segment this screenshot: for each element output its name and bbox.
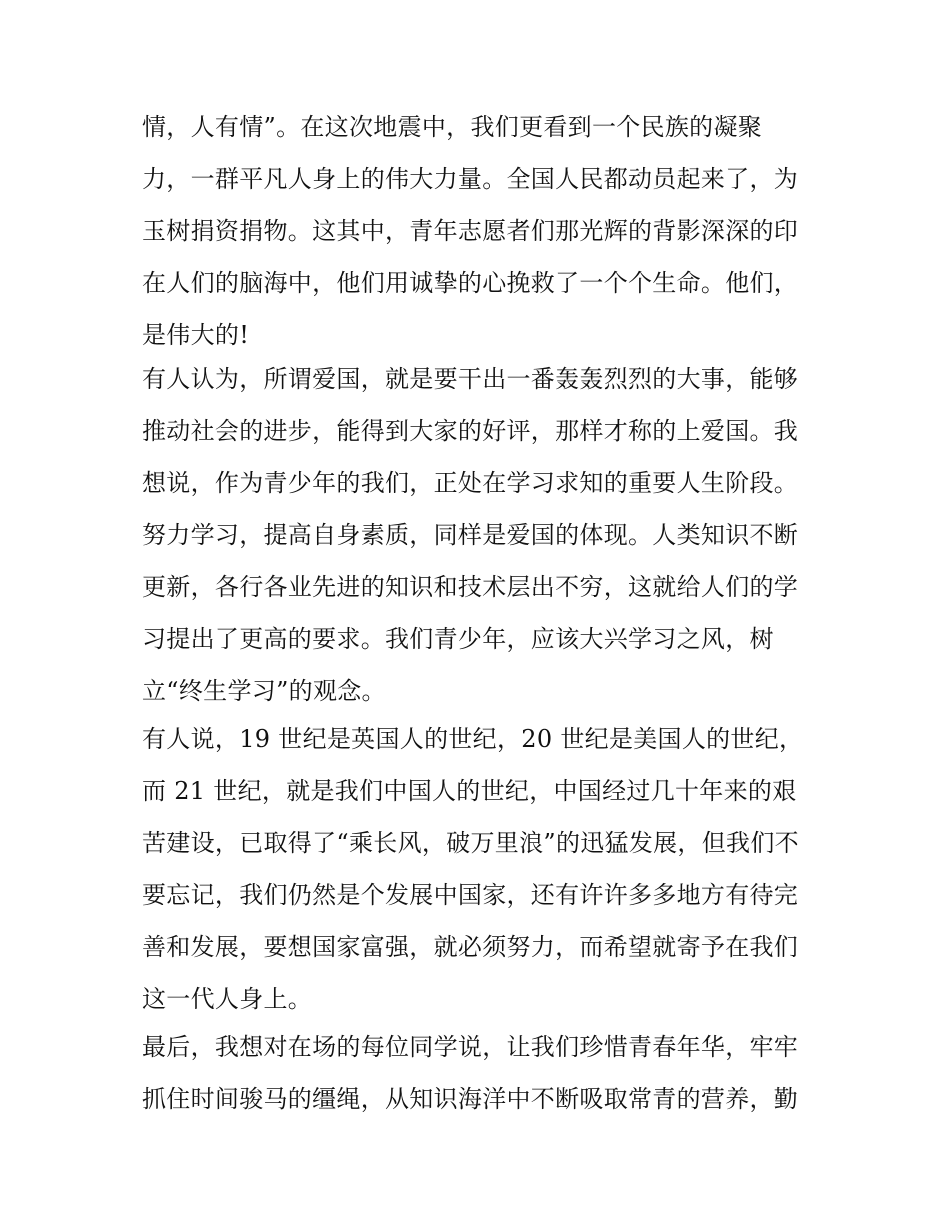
text-line: 苦建设，已取得了“乘长风，破万里浪”的迅猛发展，但我们不 bbox=[142, 829, 799, 857]
text-line: 这一代人身上。 bbox=[142, 985, 313, 1013]
text-line: 而 21 世纪，就是我们中国人的世纪，中国经过几十年来的艰 bbox=[142, 777, 797, 805]
text-line: 是伟大的! bbox=[142, 321, 250, 349]
text-line: 善和发展，要想国家富强，就必须努力，而希望就寄予在我们 bbox=[142, 933, 799, 961]
text-line: 有人认为，所谓爱国，就是要干出一番轰轰烈烈的大事，能够 bbox=[142, 365, 799, 393]
text-line: 立“终生学习”的观念。 bbox=[142, 677, 386, 705]
text-line: 抓住时间骏马的缰绳，从知识海洋中不断吸取常青的营养，勤 bbox=[142, 1085, 799, 1113]
text-line: 玉树捐资捐物。这其中，青年志愿者们那光辉的背影深深的印 bbox=[142, 217, 799, 245]
text-line: 更新，各行各业先进的知识和技术层出不穷，这就给人们的学 bbox=[142, 573, 799, 601]
text-line: 努力学习，提高自身素质，同样是爱国的体现。人类知识不断 bbox=[142, 521, 799, 549]
text-line: 想说，作为青少年的我们，正处在学习求知的重要人生阶段。 bbox=[142, 469, 799, 497]
text-line: 情，人有情”。在这次地震中，我们更看到一个民族的凝聚 bbox=[142, 113, 763, 141]
text-line: 推动社会的进步，能得到大家的好评，那样才称的上爱国。我 bbox=[142, 417, 799, 445]
text-line: 要忘记，我们仍然是个发展中国家，还有许许多多地方有待完 bbox=[142, 881, 799, 909]
text-line: 有人说，19 世纪是英国人的世纪，20 世纪是美国人的世纪， bbox=[142, 725, 804, 753]
text-line: 在人们的脑海中，他们用诚挚的心挽救了一个个生命。他们， bbox=[142, 269, 799, 297]
text-line: 习提出了更高的要求。我们青少年，应该大兴学习之风，树 bbox=[142, 625, 774, 653]
text-line: 最后，我想对在场的每位同学说，让我们珍惜青春年华，牢牢 bbox=[142, 1033, 799, 1061]
text-line: 力，一群平凡人身上的伟大力量。全国人民都动员起来了，为 bbox=[142, 165, 799, 193]
